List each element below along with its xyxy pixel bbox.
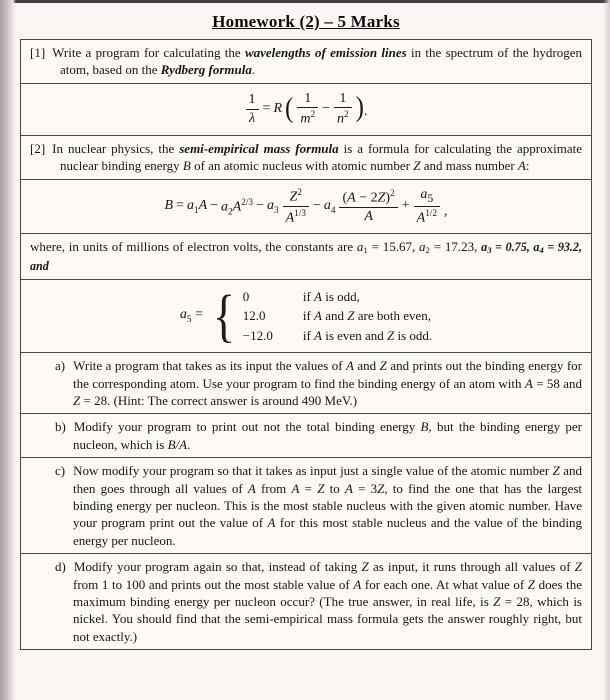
a5-cases-row — [21, 280, 591, 354]
item-d-text: Modify your program again so that, instead of taking Z as input, it runs through all values of Z from 1 to 100 and prints out the most stable value of A for each one. At what value of Z does the maximum binding energy per nucleon occur? (The true answer, in real life, is Z = 28, which is nickel. You should find that the semi-empirical mass formula gets the answer roughly right, but not exactly.) — [73, 559, 582, 644]
left-brace: { — [212, 282, 235, 348]
semf-formula — [164, 187, 447, 227]
minus-sign: − — [322, 100, 330, 116]
case-row-both-even — [243, 306, 432, 326]
item-c-text: Now modify your program so that it takes as input just a single value of the atomic number Z and then goes through all values of A from A = Z to A = 3Z, to find the one that has the largest binding energy per nucleon. This is the most stable nucleus with the given atomic number. Have your program print out the value of A for this most stable nucleus and the value of the binding energy per nucleon. — [73, 463, 583, 548]
problem-2-row — [21, 136, 591, 180]
rydberg-formula — [245, 91, 368, 128]
coeff-a4: $a_4$ — [323, 197, 336, 215]
constants-text: where, in units of millions of electron volts, the constants are a1 = 15.67, a2 = 17.23, a3 = 0.75, a4 = 93.2, and — [30, 239, 582, 274]
problem-2-number: [2] — [30, 140, 46, 156]
case-condition: if A is even and Z is odd. — [302, 327, 433, 343]
a5-cases-formula — [179, 282, 433, 348]
content-box — [20, 39, 592, 650]
case-row-even-odd — [243, 326, 432, 346]
binding-energy-var: B — [164, 198, 174, 214]
equals-sign: = — [176, 198, 184, 214]
case-condition: if A is odd, — [302, 288, 360, 304]
problem-1-number: [1] — [30, 45, 46, 60]
coeff-a3: $a_3$ — [266, 197, 279, 215]
cases-table — [243, 287, 432, 346]
right-paren-period: ). — [355, 92, 368, 123]
item-b-row — [21, 414, 591, 458]
scan-right-shadow — [603, 0, 610, 700]
case-value: −12.0 — [242, 327, 273, 343]
a5-lhs: $a_5$ = — [179, 307, 203, 325]
semf-formula-row — [21, 180, 591, 235]
minus-sign: − — [256, 198, 264, 214]
rydberg-constant: R — [273, 100, 283, 116]
item-d-row — [21, 554, 591, 649]
item-c-row — [21, 458, 591, 554]
problem-1-row — [21, 40, 591, 84]
problem-2-text: In nuclear physics, the semi-empirical mass formula is a formula for calculating the approximate nuclear binding energy B of an atomic nucleus with atomic number Z and mass number A: — [52, 140, 583, 174]
fraction-AminusZ2-over-A: $\frac{(A - 2Z)^2}{A}$ — [339, 188, 397, 225]
fraction-one-over-n2: $\frac{1}{n^2}$ — [334, 91, 352, 128]
rydberg-formula-row — [21, 84, 591, 136]
problem-1-text: Write a program for calculating the wavelengths of emission lines in the spectrum of the hydrogen atom, based on the Rydberg formula. — [52, 45, 582, 78]
minus-sign: − — [210, 198, 219, 214]
homework-document — [20, 6, 592, 650]
item-a-text: Write a program that takes as its input the values of A and Z and prints out the binding energy for the corresponding atom. Use your program to find the binding energy of an atom with A = 58 and Z = 28. (Hint: The correct answer is around 490 MeV.) — [73, 358, 583, 408]
item-d-label: d) — [55, 559, 66, 575]
plus-sign: + — [401, 198, 410, 214]
fraction-one-over-m2: $\frac{1}{m^2}$ — [297, 91, 318, 128]
case-row-odd — [243, 287, 432, 307]
fraction-one-over-lambda: $\frac{1}{\lambda}$ — [246, 92, 259, 126]
constants-row — [21, 234, 591, 279]
fraction-Z2-over-A13: $\frac{Z^2}{A^{1/3}}$ — [283, 187, 309, 227]
case-condition: if A and Z are both even, — [302, 308, 432, 324]
scan-left-shadow — [0, 0, 16, 700]
item-b-text: Modify your program to print out not the total binding energy B, but the binding energy per nucleon, which is B/A. — [73, 419, 582, 452]
term-a2A23: $a_2A^{2/3}$ — [221, 196, 254, 216]
item-a-row — [21, 353, 591, 414]
trailing-comma: , — [444, 203, 448, 219]
fraction-a5-over-A12: $\frac{a_5}{A^{1/2}}$ — [414, 187, 440, 226]
item-c-label: c) — [55, 463, 66, 479]
case-value: 12.0 — [242, 308, 266, 324]
homework-title: Homework (2) – 5 Marks — [212, 12, 400, 31]
minus-sign: − — [312, 198, 321, 214]
left-paren: ( — [285, 93, 294, 124]
item-a-label: a) — [55, 358, 66, 374]
term-a1A: $a_1A$ — [186, 197, 208, 215]
equals-sign: = — [262, 100, 271, 116]
case-value: 0 — [242, 288, 250, 304]
item-b-label: b) — [55, 419, 66, 435]
scan-top-edge — [0, 0, 610, 3]
